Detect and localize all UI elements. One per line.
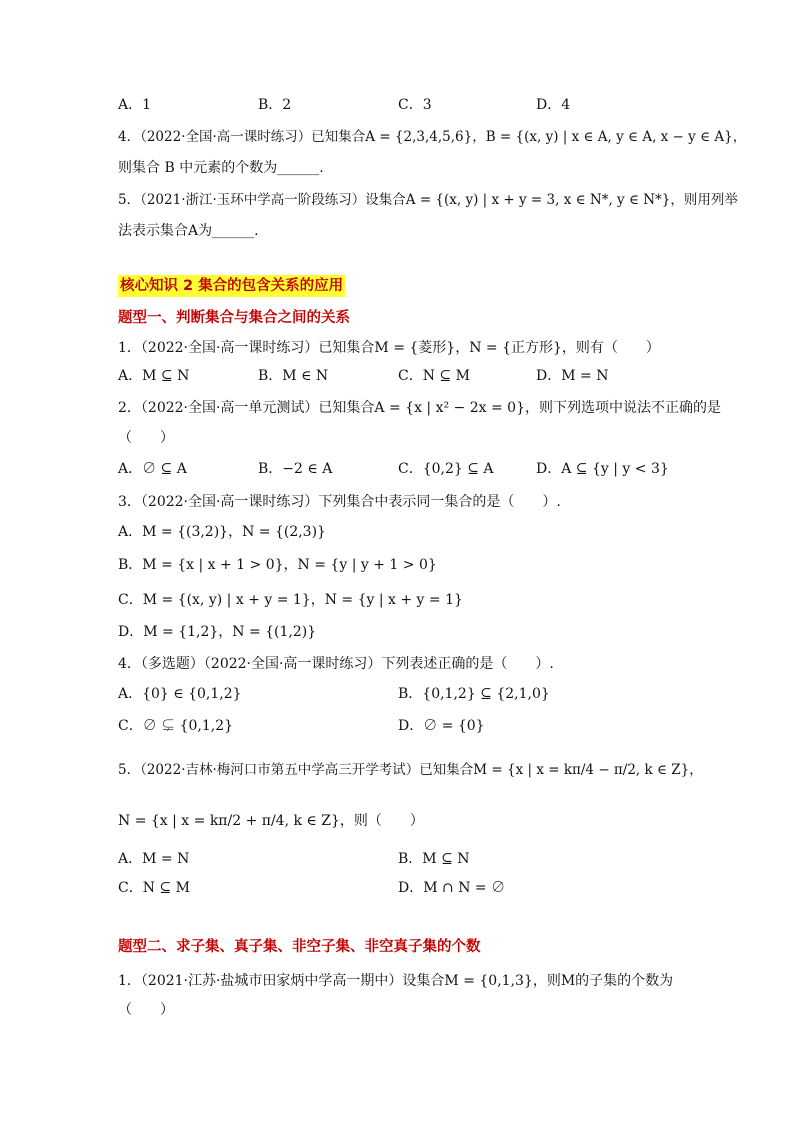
- t1q4-option-d: D．∅ = {0}: [398, 718, 485, 734]
- t1q4-option-b: B．{0,1,2} ⊆ {2,1,0}: [398, 686, 550, 702]
- t1q2-option-a: A．∅ ⊆ A: [118, 461, 187, 477]
- q5-stem-cont: 法表示集合A为______.: [118, 223, 259, 239]
- t1q2-option-b: B．−2 ∈ A: [258, 461, 333, 477]
- type1-title: 题型一、判断集合与集合之间的关系: [118, 310, 350, 326]
- section-title: 核心知识 2 集合的包含关系的应用: [118, 275, 345, 297]
- option-b: B．2: [258, 97, 292, 113]
- t1q5-option-a: A．M = N: [118, 851, 190, 867]
- t1q2-stem-cont: （ ）: [118, 430, 174, 446]
- t1q2-option-c: C．{0,2} ⊆ A: [398, 461, 494, 477]
- q5-stem: 5．（2021·浙江·玉环中学高一阶段练习）设集合A = {(x, y) | x + y = 3, x ∈ N*, y ∈ N*}，则用列举: [118, 192, 738, 208]
- t1q2-option-d: D．A ⊆ {y | y < 3}: [536, 461, 669, 477]
- t1q5-stem-cont: N = {x | x = kπ/2 + π/4, k ∈ Z}，则（ ）: [118, 813, 424, 829]
- t1q5-option-d: D．M ∩ N = ∅: [398, 880, 506, 896]
- t1q3-option-b: B．M = {x | x + 1 > 0}，N = {y | y + 1 > 0}: [118, 557, 437, 573]
- q4-stem-cont: 则集合 B 中元素的个数为______.: [118, 160, 324, 176]
- t1q3-stem: 3．（2022·全国·高一课时练习）下列集合中表示同一集合的是（ ）.: [118, 494, 561, 510]
- t1q1-option-b: B．M ∈ N: [258, 368, 329, 384]
- t1q4-option-a: A．{0} ∈ {0,1,2}: [118, 686, 242, 702]
- option-d: D．4: [536, 97, 571, 113]
- option-c: C．3: [398, 97, 432, 113]
- t2q1-stem: 1．（2021·江苏·盐城市田家炳中学高一期中）设集合M = {0,1,3}，则M的子集的个数为: [118, 973, 674, 989]
- type2-title: 题型二、求子集、真子集、非空子集、非空真子集的个数: [118, 939, 481, 955]
- t1q5-option-b: B．M ⊆ N: [398, 851, 470, 867]
- q4-stem: 4．（2022·全国·高一课时练习）已知集合A = {2,3,4,5,6}，B = {(x, y) | x ∈ A, y ∈ A, x − y ∈ A}，: [118, 129, 747, 145]
- t1q1-option-c: C．N ⊆ M: [398, 368, 470, 384]
- t1q1-option-d: D．M = N: [536, 368, 609, 384]
- t1q4-stem: 4．（多选题）（2022·全国·高一课时练习）下列表述正确的是（ ）.: [118, 656, 554, 672]
- t1q1-stem: 1．（2022·全国·高一课时练习）已知集合M = {菱形}，N = {正方形}，则有（ ）: [118, 340, 660, 356]
- option-a: A．1: [118, 97, 152, 113]
- t1q5-stem: 5．（2022·吉林·梅河口市第五中学高三开学考试）已知集合M = {x | x = kπ/4 − π/2, k ∈ Z}，: [118, 762, 703, 778]
- t1q1-option-a: A．M ⊆ N: [118, 368, 190, 384]
- t1q3-option-c: C．M = {(x, y) | x + y = 1}，N = {y | x + y = 1}: [118, 592, 463, 608]
- t1q5-option-c: C．N ⊆ M: [118, 880, 190, 896]
- t1q2-stem: 2．（2022·全国·高一单元测试）已知集合A = {x | x² − 2x = 0}，则下列选项中说法不正确的是: [118, 400, 721, 416]
- t2q1-stem-cont: （ ）: [118, 1002, 174, 1018]
- t1q3-option-d: D．M = {1,2}，N = {(1,2)}: [118, 624, 317, 640]
- t1q3-option-a: A．M = {(3,2)}，N = {(2,3)}: [118, 524, 326, 540]
- t1q4-option-c: C．∅ ⊊ {0,1,2}: [118, 718, 234, 734]
